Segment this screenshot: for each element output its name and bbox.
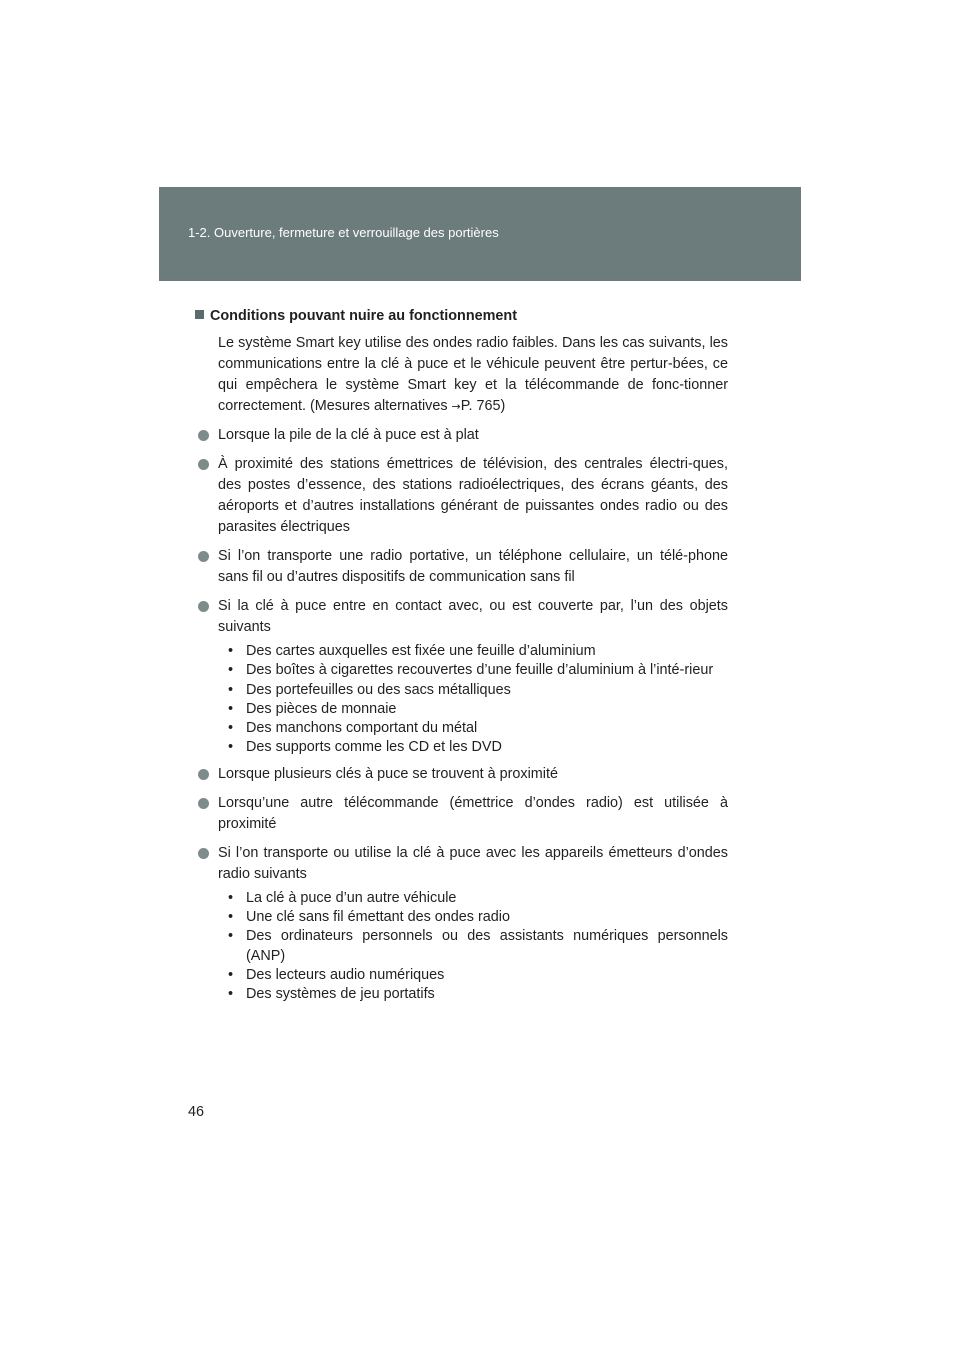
bullet-text: À proximité des stations émettrices de télévision, des centrales électri-ques, des postes d’essence, des stations radioélectriques, des écrans géants, des aéroports et d’autres installations générant de puissantes ondes radio ou des parasites électriques [218,456,728,535]
sub-bullet-marker: • [228,700,234,717]
page-number: 46 [188,1104,205,1120]
sub-bullet-marker: • [228,662,234,679]
objects-sublist [195,642,728,758]
bullet-item [195,764,728,785]
sub-bullet-marker: • [228,909,234,926]
section-heading-text: Conditions pouvant nuire au fonctionnement [210,308,517,324]
bullet-text: Lorsque plusieurs clés à puce se trouvent à proximité [218,765,558,782]
sub-bullet-marker: • [228,681,234,698]
sub-bullet-marker: • [228,966,234,983]
circle-bullet-icon [198,430,209,441]
sub-bullet-marker: • [228,643,234,659]
sublist-item [195,927,728,966]
sublist-text: Des ordinateurs personnels ou des assistants numériques personnels (ANP) [246,928,728,964]
circle-bullet-icon [198,848,209,859]
sublist-item [195,681,728,700]
bullet-item [195,546,728,588]
sub-bullet-marker: • [228,986,234,1003]
bullet-item [195,843,728,885]
intro-text: Le système Smart key utilise des ondes radio faibles. Dans les cas suivants, les communications entre la clé à puce et le véhicule peuvent être pertur-bées, ce qui empêchera le système Smart key et la télécommande de fonc-tionner correctement. (Mesures alternatives [218,335,728,414]
intro-paragraph [218,333,728,417]
square-bullet-icon [195,310,204,319]
sub-bullet-marker: • [228,720,234,737]
bullet-text: Lorsqu’une autre télécommande (émettrice d’ondes radio) est utilisée à proximité [218,794,728,832]
sublist-text: La clé à puce d’un autre véhicule [246,889,457,906]
bullet-item [195,454,728,538]
bullet-text: Si la clé à puce entre en contact avec, ou est couverte par, l’un des objets suivants [218,598,728,635]
sublist-item [195,738,728,757]
chapter-header [159,187,801,281]
sublist-text: Des lecteurs audio numériques [246,966,445,983]
sublist-text: Des boîtes à cigarettes recouvertes d’une feuille d’aluminium à l’inté-rieur [246,662,714,679]
sub-bullet-marker: • [228,739,234,756]
sublist-text: Des supports comme les CD et les DVD [246,739,502,756]
bullet-text: Lorsque la pile de la clé à puce est à plat [218,427,479,443]
bullet-text: Si l’on transporte ou utilise la clé à puce avec les appareils émetteurs d’ondes radio suivants [218,844,728,882]
sublist-text: Des pièces de monnaie [246,700,397,717]
sub-bullet-marker: • [228,928,234,945]
arrow-icon: → [451,400,461,413]
sublist-text: Des manchons comportant du métal [246,720,478,737]
circle-bullet-icon [198,551,209,562]
circle-bullet-icon [198,459,209,470]
sublist-item [195,642,728,661]
intro-reference: P. 765) [460,398,506,414]
sublist-item [195,985,728,1004]
page-content [195,306,728,1011]
devices-sublist [195,889,728,1005]
sublist-text: Une clé sans fil émettant des ondes radio [246,909,510,926]
sublist-item [195,966,728,985]
sublist-text: Des portefeuilles ou des sacs métalliques [246,681,511,698]
circle-bullet-icon [198,601,209,612]
bullet-item [195,596,728,638]
sublist-item [195,908,728,927]
sublist-item [195,700,728,719]
bullet-item [195,425,728,446]
bullet-text: Si l’on transporte une radio portative, un téléphone cellulaire, un télé-phone sans fil ou d’autres dispositifs de communication sans fil [218,548,728,585]
sublist-text: Des cartes auxquelles est fixée une feuille d’aluminium [246,643,596,659]
sublist-item [195,889,728,908]
sublist-item [195,719,728,738]
bullet-item [195,793,728,835]
section-heading [195,306,728,327]
sublist-text: Des systèmes de jeu portatifs [246,986,435,1003]
chapter-title: 1-2. Ouverture, fermeture et verrouillage des portières [188,225,499,240]
sublist-item [195,661,728,680]
circle-bullet-icon [198,798,209,809]
circle-bullet-icon [198,769,209,780]
sub-bullet-marker: • [228,889,234,906]
